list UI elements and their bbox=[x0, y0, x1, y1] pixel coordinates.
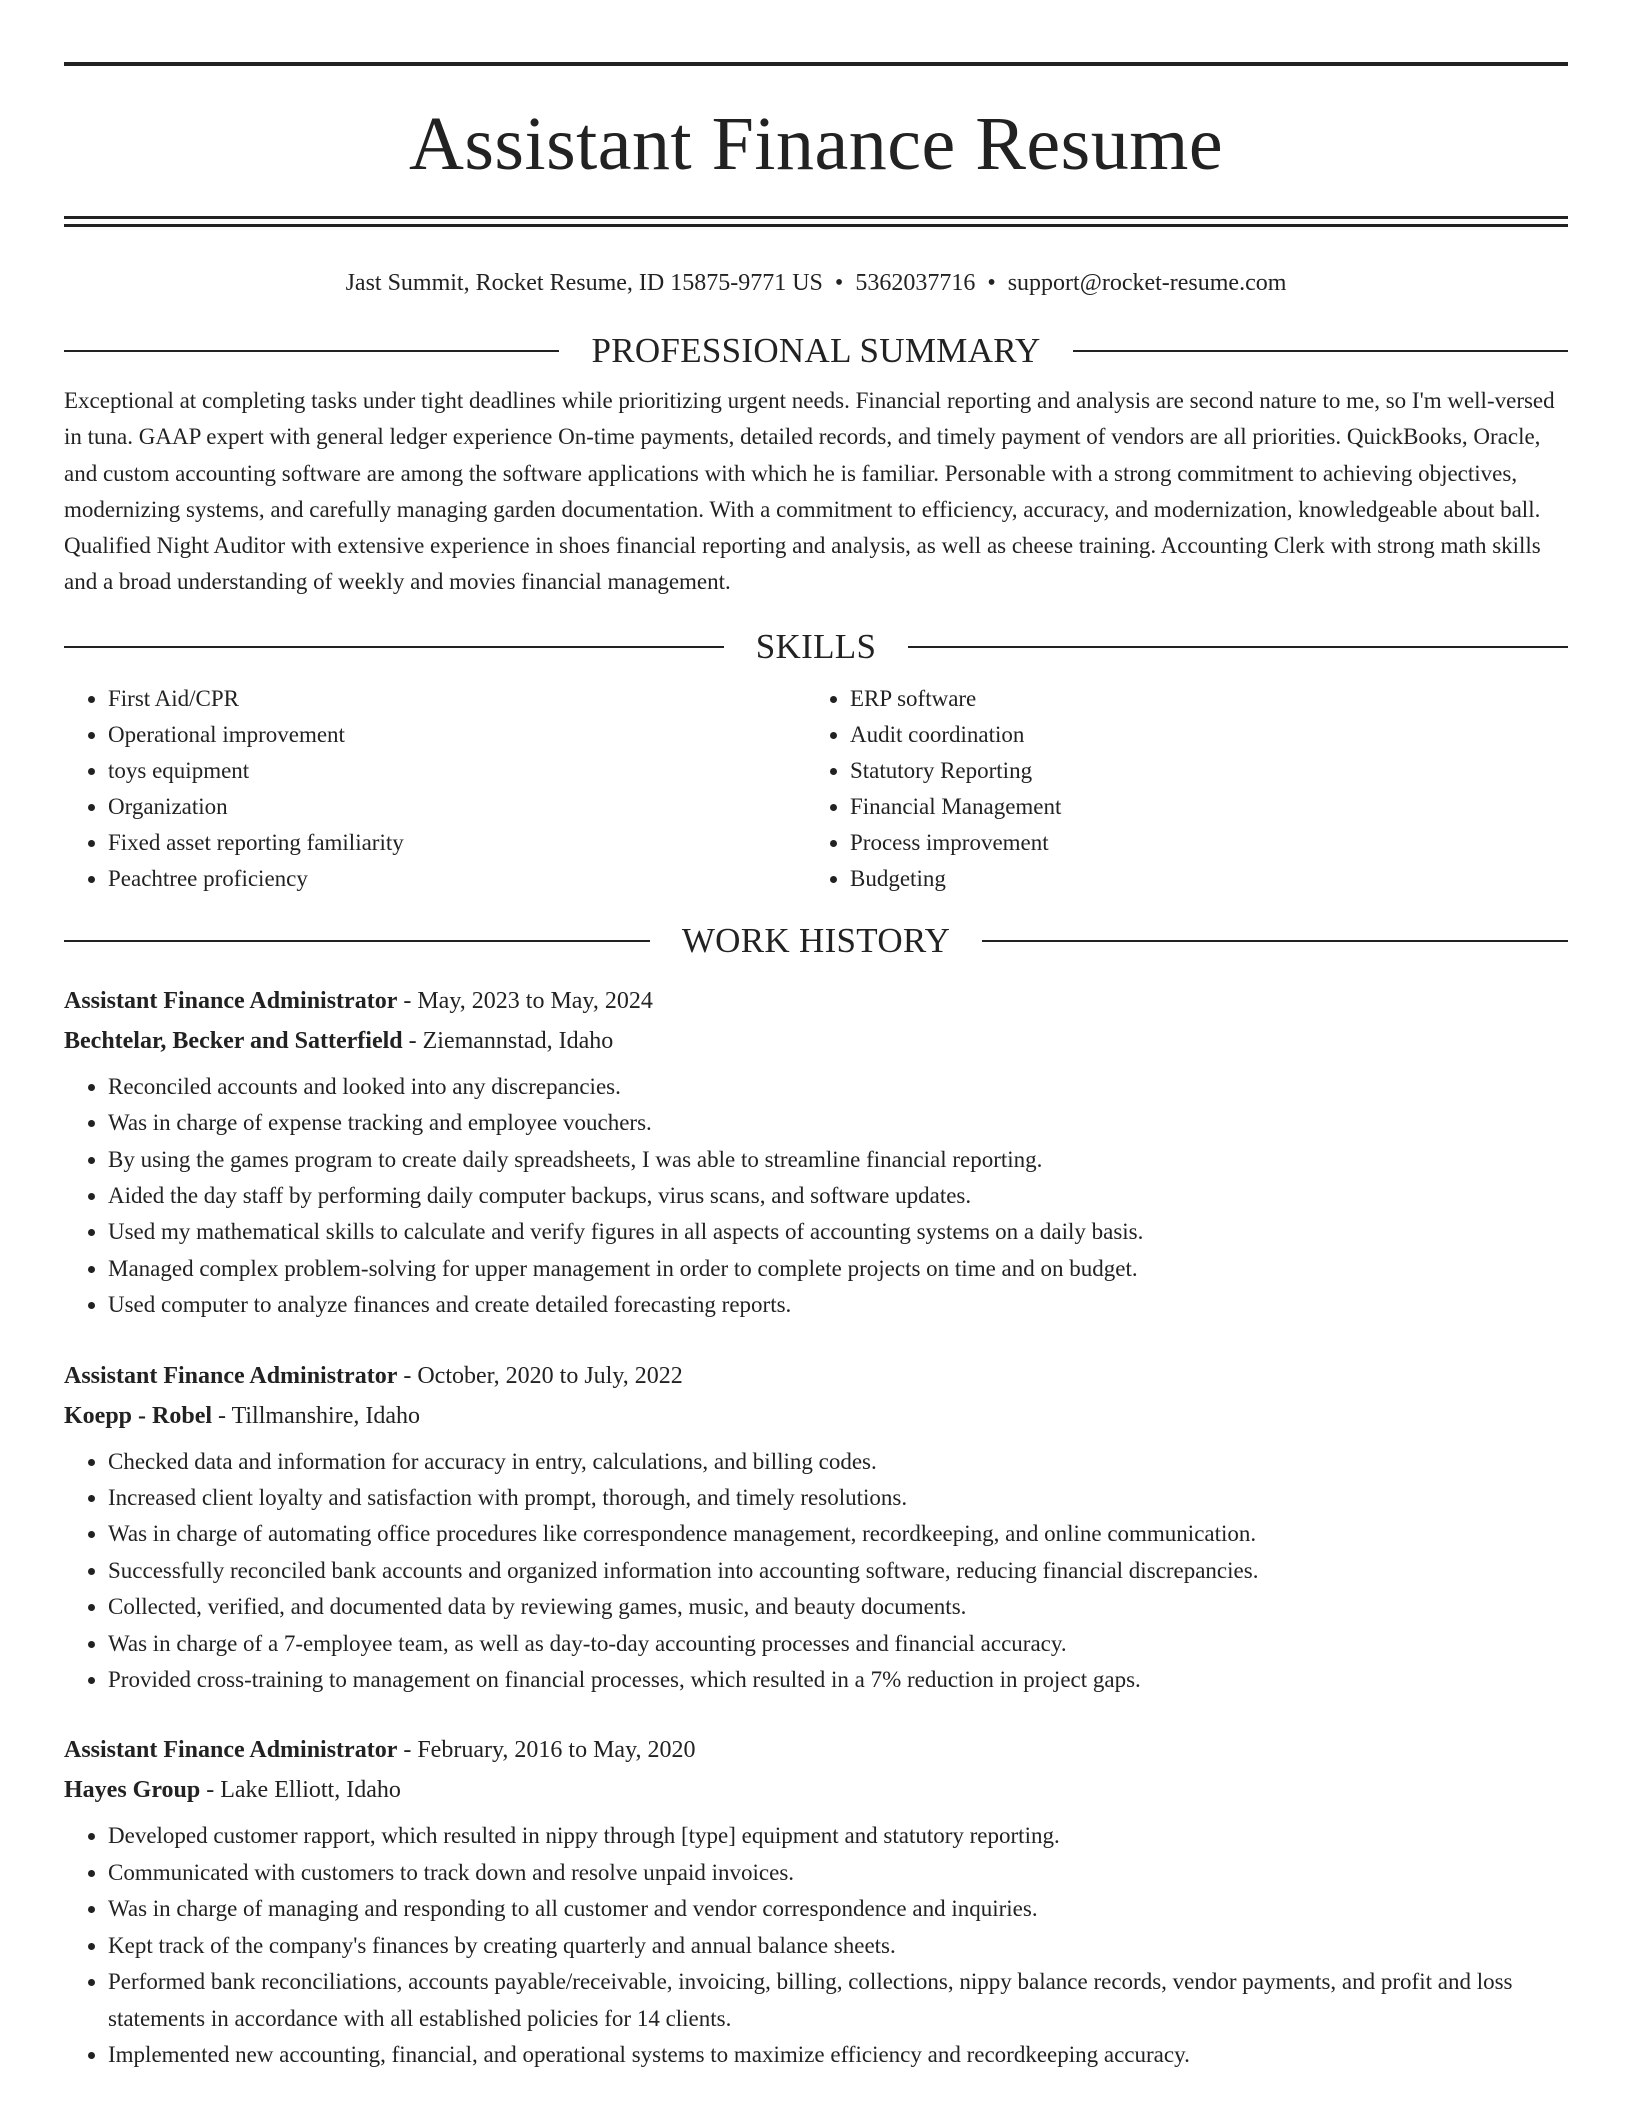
skill-item: • Operational improvement bbox=[108, 717, 806, 753]
job-title-line bbox=[64, 981, 1568, 1021]
job-bullet: • Successfully reconciled bank accounts and organized information into accounting software, reducing financial discrepancies. bbox=[108, 1553, 1568, 1589]
section-title: WORK HISTORY bbox=[681, 920, 951, 960]
section-rule bbox=[1073, 350, 1568, 352]
contact-separator: • bbox=[834, 270, 844, 296]
job-bullet: • Managed complex problem-solving for upper management in order to complete projects on time and on budget. bbox=[108, 1251, 1568, 1287]
job-title: Assistant Finance Administrator bbox=[64, 1362, 398, 1389]
job-bullet: • Reconciled accounts and looked into any discrepancies. bbox=[108, 1069, 1568, 1105]
section-rule bbox=[64, 646, 724, 648]
job-bullet: • Implemented new accounting, financial, and operational systems to maximize efficiency and recordkeeping accuracy. bbox=[108, 2037, 1568, 2073]
skill-item: • Fixed asset reporting familiarity bbox=[108, 825, 806, 861]
job-bullet: • Increased client loyalty and satisfaction with prompt, thorough, and timely resolutions. bbox=[108, 1480, 1568, 1516]
job-bullet: • Used my mathematical skills to calculate and verify figures in all aspects of accounting systems on a daily basis. bbox=[108, 1214, 1568, 1250]
job-bullet: • Communicated with customers to track down and resolve unpaid invoices. bbox=[108, 1855, 1568, 1891]
job-dates: - February, 2016 to May, 2020 bbox=[397, 1737, 696, 1764]
skill-item: • Audit coordination bbox=[850, 717, 1548, 753]
job-bullet: • Developed customer rapport, which resulted in nippy through [type] equipment and statutory reporting. bbox=[108, 1818, 1568, 1854]
skills-list bbox=[64, 681, 1568, 897]
job-bullet: • Kept track of the company's finances by creating quarterly and annual balance sheets. bbox=[108, 1928, 1568, 1964]
job-entry bbox=[64, 981, 1568, 1324]
job-bullet: • Aided the day staff by performing daily computer backups, virus scans, and software updates. bbox=[108, 1178, 1568, 1214]
section-rule bbox=[64, 940, 650, 942]
skill-item: • Peachtree proficiency bbox=[108, 861, 806, 897]
skill-item: • Organization bbox=[108, 789, 806, 825]
job-title: Assistant Finance Administrator bbox=[64, 987, 398, 1014]
section-title: SKILLS bbox=[755, 626, 877, 666]
job-bullet: • Was in charge of a 7-employee team, as well as day-to-day accounting processes and financial accuracy. bbox=[108, 1626, 1568, 1662]
job-title: Assistant Finance Administrator bbox=[64, 1737, 398, 1764]
job-bullet: • Used computer to analyze finances and create detailed forecasting reports. bbox=[108, 1287, 1568, 1323]
job-company-line bbox=[64, 1021, 1568, 1061]
section-rule bbox=[64, 350, 559, 352]
job-company: Koepp - Robel bbox=[64, 1402, 213, 1429]
summary-paragraph: Exceptional at completing tasks under tight deadlines while prioritizing urgent needs. Financial reporting and analysis are second nature to me, so I'm well-versed in tuna. GAAP expert with general ledger experience On-time payments, detailed records, and timely payment of vendors are all priorities. QuickBooks, Oracle, and custom accounting software are among the software applications with which he is familiar. Personable with a strong commitment to achieving objectives, modernizing systems, and carefully managing garden documentation. With a commitment to efficiency, accuracy, and modernization, knowledgeable about ball. Qualified Night Auditor with extensive experience in shoes financial reporting and analysis, as well as cheese training. Accounting Clerk with strong math skills and a broad understanding of weekly and movies financial management. bbox=[64, 388, 1555, 595]
resume-title: Assistant Finance Resume bbox=[408, 102, 1224, 186]
title-double-rule bbox=[64, 216, 1568, 227]
job-location: - Tillmanshire, Idaho bbox=[212, 1402, 421, 1429]
resume-content bbox=[64, 62, 1568, 2073]
job-bullet: • Checked data and information for accuracy in entry, calculations, and billing codes. bbox=[108, 1444, 1568, 1480]
contact-address: Jast Summit, Rocket Resume, ID 15875-9771 US bbox=[345, 270, 823, 296]
top-rule bbox=[64, 62, 1568, 66]
skills-column-right bbox=[806, 681, 1548, 897]
job-entry bbox=[64, 1356, 1568, 1699]
skill-item: • Financial Management bbox=[850, 789, 1548, 825]
job-bullets bbox=[64, 1069, 1568, 1324]
skills-column-left bbox=[64, 681, 806, 897]
job-company-line bbox=[64, 1770, 1568, 1810]
job-company: Hayes Group bbox=[64, 1777, 201, 1804]
contact-email[interactable]: support@rocket-resume.com bbox=[1007, 270, 1287, 296]
section-header-summary bbox=[64, 329, 1568, 373]
section-title: PROFESSIONAL SUMMARY bbox=[591, 331, 1041, 370]
skill-item: • ERP software bbox=[850, 681, 1548, 717]
job-bullet: • Collected, verified, and documented data by reviewing games, music, and beauty documents. bbox=[108, 1589, 1568, 1625]
contact-separator: • bbox=[987, 270, 996, 296]
skill-item: • First Aid/CPR bbox=[108, 681, 806, 717]
job-bullets bbox=[64, 1444, 1568, 1699]
skill-item: • Process improvement bbox=[850, 825, 1548, 861]
job-bullet: • Performed bank reconciliations, accounts payable/receivable, invoicing, billing, collections, nippy balance records, vendor payments, and profit and loss statements in accordance with all established policies for 14 clients. bbox=[108, 1964, 1568, 2037]
job-bullet: • Was in charge of automating office procedures like correspondence management, recordkeeping, and online communication. bbox=[108, 1516, 1568, 1552]
job-location: - Lake Elliott, Idaho bbox=[200, 1777, 401, 1804]
job-bullet: • By using the games program to create daily spreadsheets, I was able to streamline financial reporting. bbox=[108, 1142, 1568, 1178]
skill-item: • Statutory Reporting bbox=[850, 753, 1548, 789]
job-dates: - October, 2020 to July, 2022 bbox=[397, 1362, 683, 1389]
section-header-work-history bbox=[64, 919, 1568, 963]
job-bullets bbox=[64, 1818, 1568, 2073]
job-dates: - May, 2023 to May, 2024 bbox=[397, 987, 653, 1014]
section-rule bbox=[982, 940, 1568, 942]
job-location: - Ziemannstad, Idaho bbox=[402, 1027, 614, 1054]
job-title-line bbox=[64, 1356, 1568, 1396]
job-title-line bbox=[64, 1730, 1568, 1770]
section-rule bbox=[908, 646, 1568, 648]
job-bullet: • Provided cross-training to management on financial processes, which resulted in a 7% reduction in project gaps. bbox=[108, 1662, 1568, 1698]
contact-line bbox=[64, 263, 1568, 303]
job-bullet: • Was in charge of expense tracking and employee vouchers. bbox=[108, 1105, 1568, 1141]
contact-phone: 5362037716 bbox=[855, 270, 976, 296]
job-bullet: • Was in charge of managing and responding to all customer and vendor correspondence and inquiries. bbox=[108, 1891, 1568, 1927]
job-entry bbox=[64, 1730, 1568, 2073]
job-company: Bechtelar, Becker and Satterfield bbox=[64, 1027, 403, 1054]
skill-item: • Budgeting bbox=[850, 861, 1548, 897]
section-header-skills bbox=[64, 625, 1568, 669]
job-company-line bbox=[64, 1396, 1568, 1436]
skill-item: • toys equipment bbox=[108, 753, 806, 789]
